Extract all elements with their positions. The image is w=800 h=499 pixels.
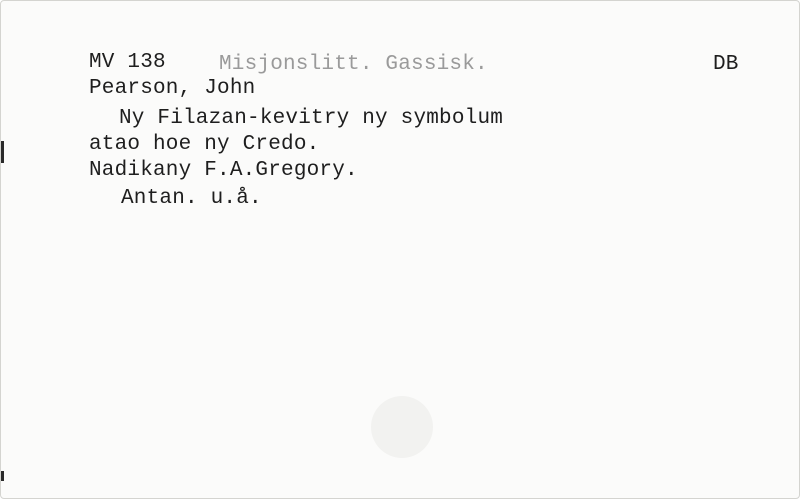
location-code: DB (713, 53, 739, 76)
punch-hole (371, 396, 433, 458)
author: Pearson, John (89, 77, 256, 100)
shelfmark: MV 138 (89, 51, 166, 74)
translator-note: Nadikany F.A.Gregory. (89, 159, 358, 182)
subject-heading: Misjonslitt. Gassisk. (219, 53, 488, 76)
edge-mark-bottom (1, 471, 4, 481)
imprint: Antan. u.å. (121, 187, 262, 210)
title-line-2: atao hoe ny Credo. (89, 133, 320, 156)
title-line-1: Ny Filazan-kevitry ny symbolum (119, 107, 504, 130)
edge-mark-top (1, 141, 4, 163)
